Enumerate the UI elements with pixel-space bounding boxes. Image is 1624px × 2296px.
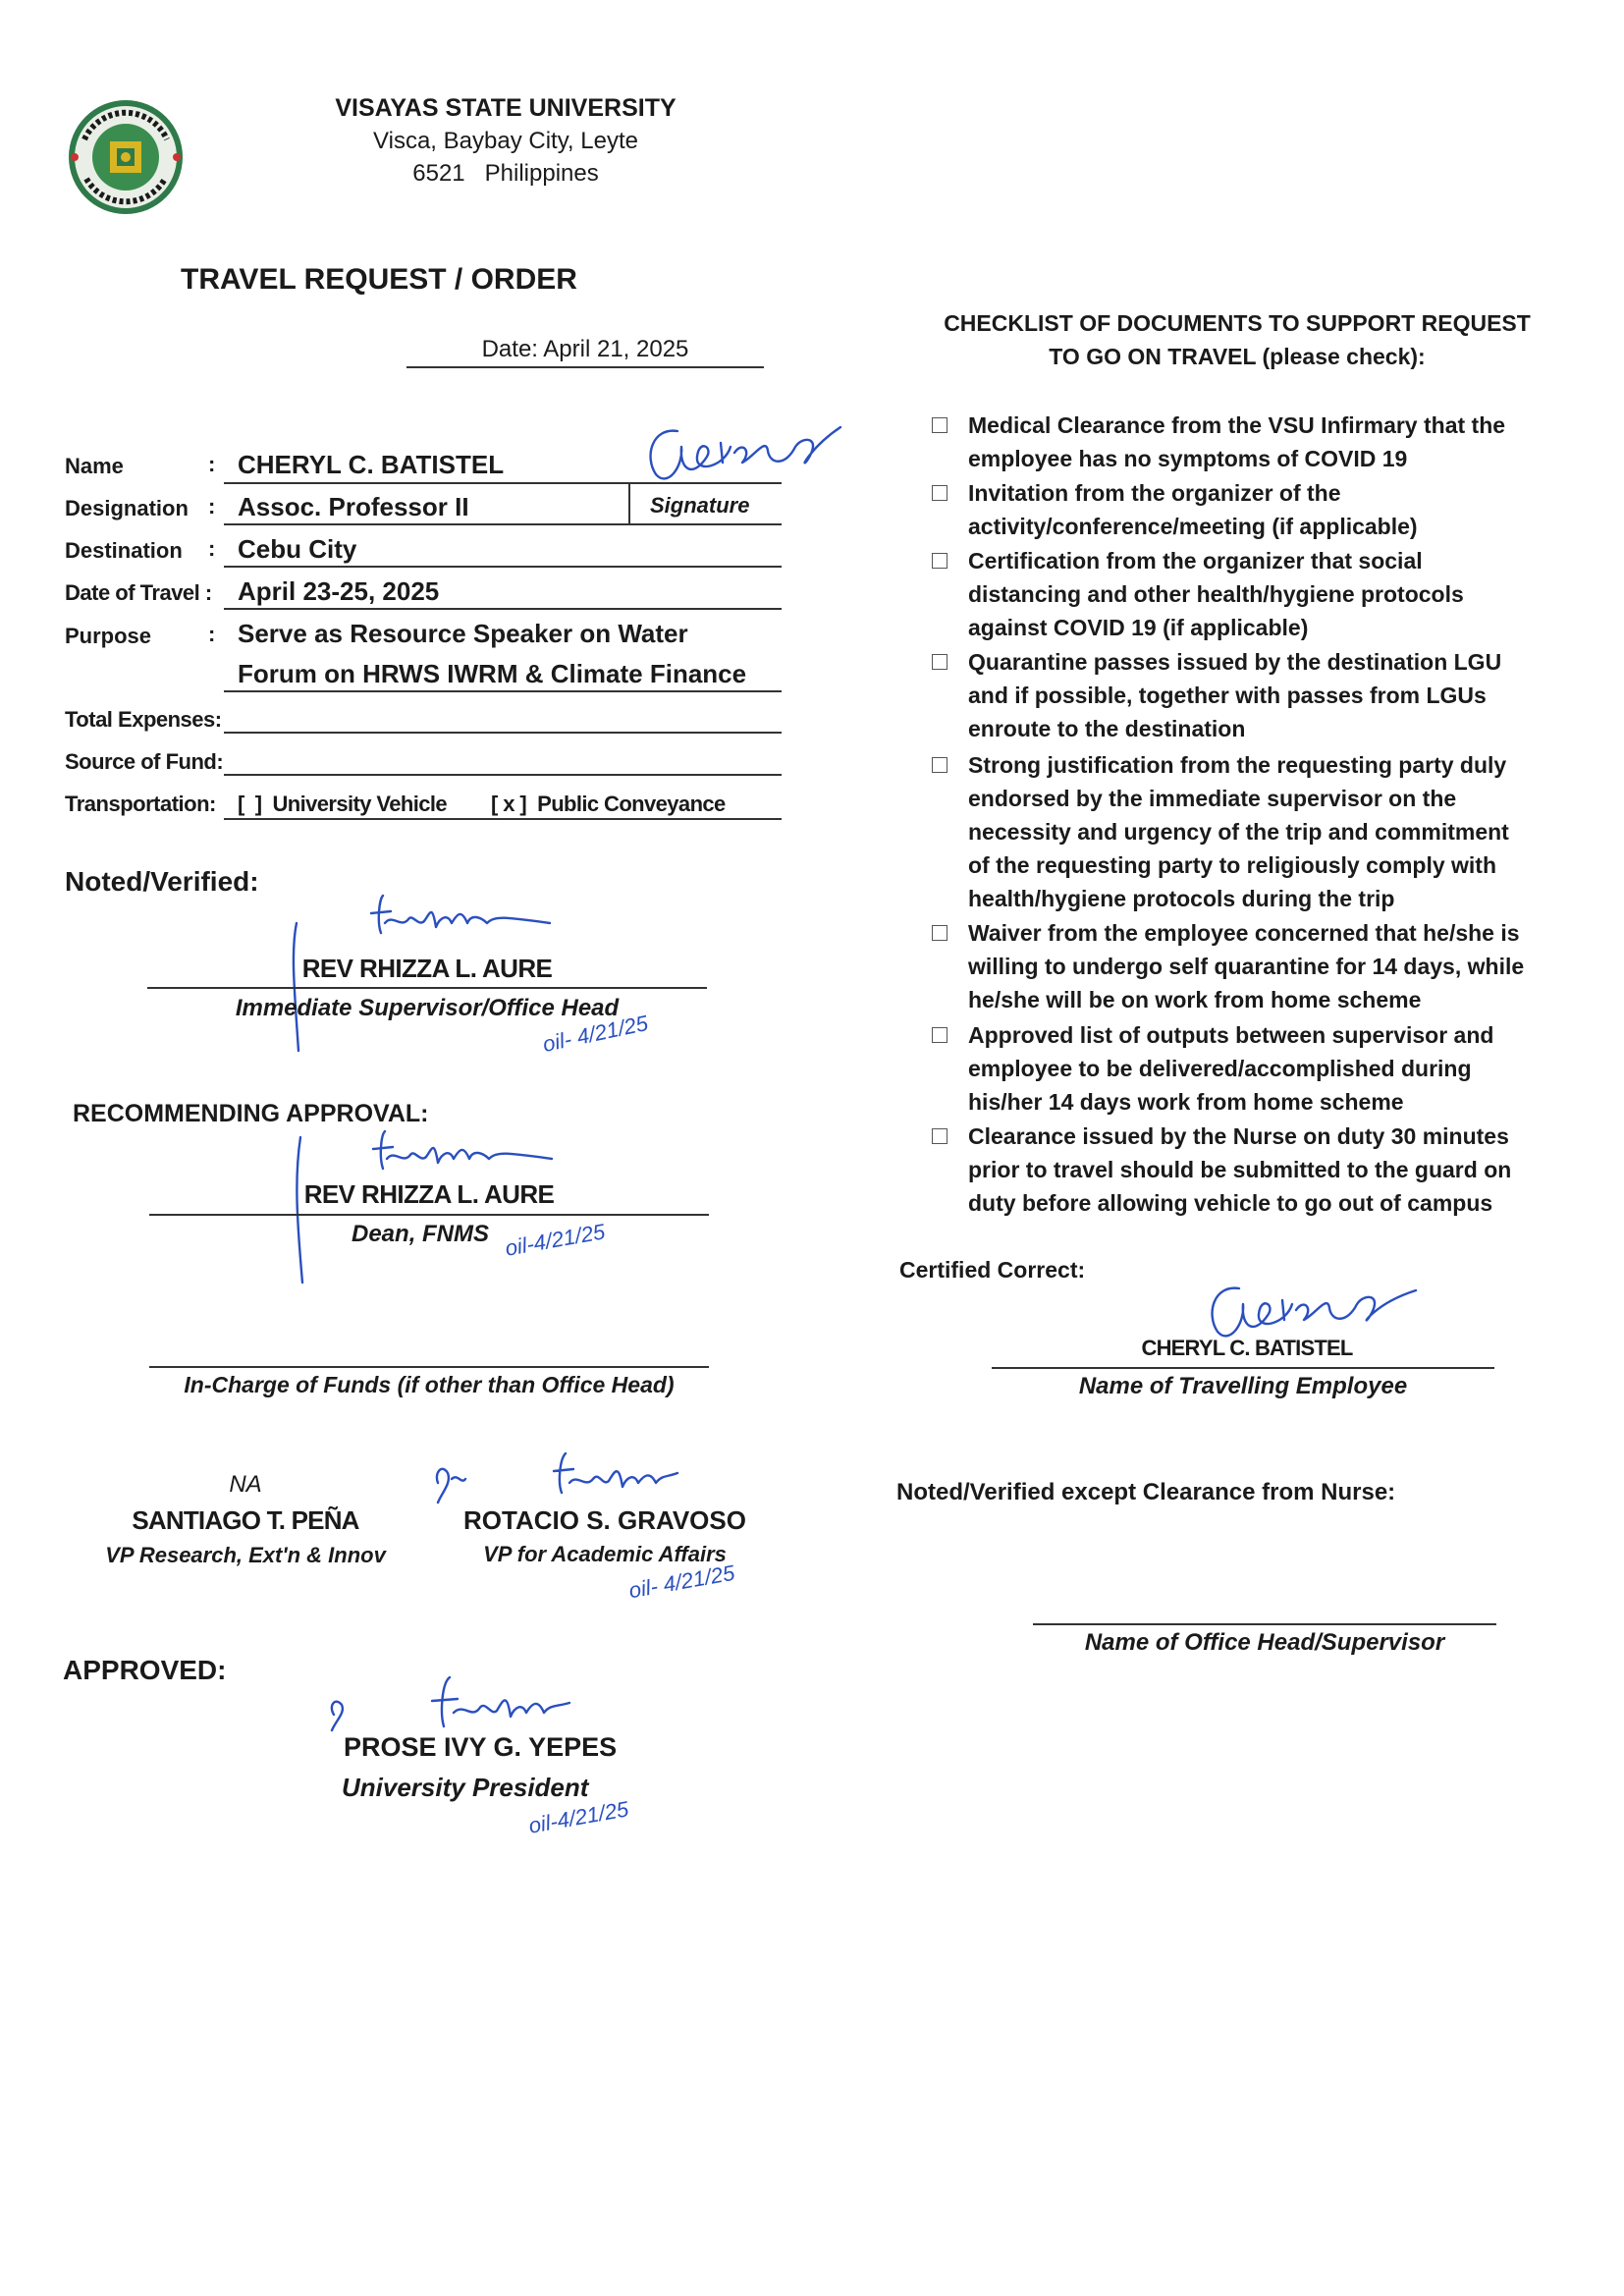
transport-public-conveyance: [ x ] Public Conveyance — [491, 792, 726, 816]
checklist-item-5: Strong justification from the requesting party duly endorsed by the immediate supervisor on the necessity and urgency of the trip and commitment of the requesting party to religiously comply with health/hygiene protocols during the trip — [968, 752, 1509, 911]
checklist-item-2: Invitation from the organizer of the activity/conference/meeting (if applicable) — [968, 480, 1418, 539]
colon: : — [208, 536, 216, 561]
in-charge-title: In-Charge of Funds (if other than Office Head) — [184, 1372, 675, 1397]
source-of-fund-label: Source of Fund: — [65, 749, 224, 774]
checklist-checkbox-7[interactable] — [932, 1027, 947, 1043]
vp-research-title: VP Research, Ext'n & Innov — [105, 1543, 386, 1567]
form-title: TRAVEL REQUEST / ORDER — [181, 263, 577, 296]
designation-value: Assoc. Professor II — [238, 492, 469, 521]
vp-academic-title: VP for Academic Affairs — [483, 1542, 727, 1566]
recommending-approval-heading: RECOMMENDING APPROVAL: — [73, 1100, 429, 1127]
dean-signature-line — [149, 1214, 709, 1216]
in-charge-signature-line — [149, 1366, 709, 1368]
transport-university-vehicle: [ ] University Vehicle — [238, 792, 448, 816]
checklist-item-8: Clearance issued by the Nurse on duty 30 minutes prior to travel should be submitted to the guard on duty before allowing vehicle to go out of campus — [968, 1123, 1512, 1216]
date-of-travel-underline — [224, 608, 782, 610]
approved-heading: APPROVED: — [63, 1655, 227, 1685]
source-of-fund-underline — [224, 774, 782, 776]
checklist-item-3: Certification from the organizer that social distancing and other health/hygiene protocols against COVID 19 (if applicable) — [968, 548, 1464, 640]
office-head-title: Name of Office Head/Supervisor — [1084, 1629, 1445, 1656]
date-of-travel-value: April 23-25, 2025 — [238, 576, 440, 606]
transportation-underline — [224, 818, 782, 820]
checklist-checkbox-4[interactable] — [932, 654, 947, 670]
purpose-line-2: Forum on HRWS IWRM & Climate Finance — [238, 659, 747, 688]
president-name: PROSE IVY G. YEPES — [344, 1732, 618, 1762]
signature-divider — [628, 484, 630, 523]
checklist-checkbox-3[interactable] — [932, 553, 947, 569]
checklist-item-6: Waiver from the employee concerned that he/she is willing to undergo self quarantine for 14 days, while he/she will be on work from home scheme — [968, 920, 1525, 1012]
purpose-label: Purpose — [65, 624, 152, 648]
dean-sign-date: oil-4/21/25 — [503, 1219, 608, 1261]
checklist-item-1: Medical Clearance from the VSU Infirmary that the employee has no symptoms of COVID 19 — [968, 412, 1506, 471]
office-head-signature-line — [1033, 1623, 1496, 1625]
vp-academic-sign-date: oil- 4/21/25 — [626, 1559, 737, 1604]
noted-verified-heading: Noted/Verified: — [65, 866, 259, 897]
president-sign-date: oil-4/21/25 — [526, 1796, 631, 1838]
purpose-underline — [224, 690, 782, 692]
address-line-2: 6521 Philippines — [412, 160, 599, 187]
signature-label: Signature — [650, 493, 750, 518]
name-label: Name — [65, 454, 124, 478]
noted-except-nurse-label: Noted/Verified except Clearance from Nurse: — [896, 1479, 1396, 1505]
checklist-checkbox-2[interactable] — [932, 485, 947, 501]
university-seal-icon — [63, 98, 190, 216]
request-date: Date: April 21, 2025 — [481, 336, 689, 362]
designation-underline — [224, 523, 782, 525]
checklist-checkbox-6[interactable] — [932, 925, 947, 941]
checklist-checkbox-8[interactable] — [932, 1128, 947, 1144]
vp-research-na: NA — [229, 1471, 262, 1498]
president-title: University President — [342, 1773, 589, 1802]
checklist-checkbox-1[interactable] — [932, 417, 947, 433]
checklist-title-line-1: CHECKLIST OF DOCUMENTS TO SUPPORT REQUEST — [944, 310, 1531, 336]
checklist-item-7: Approved list of outputs between supervisor and employee to be delivered/accomplished during his/her 14 days work from home scheme — [968, 1022, 1494, 1115]
supervisor-sign-date: oil- 4/21/25 — [540, 1010, 651, 1058]
vp-research-name: SANTIAGO T. PEÑA — [132, 1505, 359, 1535]
requester-signature — [638, 417, 844, 496]
date-of-travel-label: Date of Travel : — [65, 580, 212, 605]
checklist-item-4: Quarantine passes issued by the destination LGU and if possible, together with passes from LGUs enroute to the destination — [968, 649, 1502, 741]
checklist-title-line-2: TO GO ON TRAVEL (please check): — [1049, 344, 1426, 369]
employee-name: CHERYL C. BATISTEL — [1141, 1336, 1353, 1360]
university-name: VISAYAS STATE UNIVERSITY — [335, 94, 677, 122]
total-expenses-underline — [224, 732, 782, 734]
supervisor-signature-line — [147, 987, 707, 989]
destination-value: Cebu City — [238, 534, 357, 564]
certified-correct-label: Certified Correct: — [899, 1257, 1086, 1283]
colon: : — [208, 622, 216, 646]
destination-underline — [224, 566, 782, 568]
dean-name: REV RHIZZA L. AURE — [303, 1179, 555, 1209]
designation-label: Designation — [65, 496, 189, 520]
supervisor-title: Immediate Supervisor/Office Head — [235, 995, 620, 1021]
destination-label: Destination — [65, 538, 183, 563]
name-value: CHERYL C. BATISTEL — [238, 450, 505, 479]
address-line-1: Visca, Baybay City, Leyte — [373, 128, 638, 154]
vp-academic-name: ROTACIO S. GRAVOSO — [463, 1505, 746, 1535]
colon: : — [208, 494, 216, 519]
dean-title: Dean, FNMS — [352, 1221, 490, 1247]
purpose-line-1: Serve as Resource Speaker on Water — [238, 619, 688, 648]
supervisor-name: REV RHIZZA L. AURE — [301, 954, 553, 983]
date-underline — [406, 366, 764, 368]
transportation-label: Transportation: — [65, 792, 216, 816]
checklist-checkbox-5[interactable] — [932, 757, 947, 773]
employee-title: Name of Travelling Employee — [1078, 1373, 1408, 1399]
total-expenses-label: Total Expenses: — [65, 707, 222, 732]
colon: : — [208, 452, 216, 476]
employee-signature-line — [992, 1367, 1494, 1369]
